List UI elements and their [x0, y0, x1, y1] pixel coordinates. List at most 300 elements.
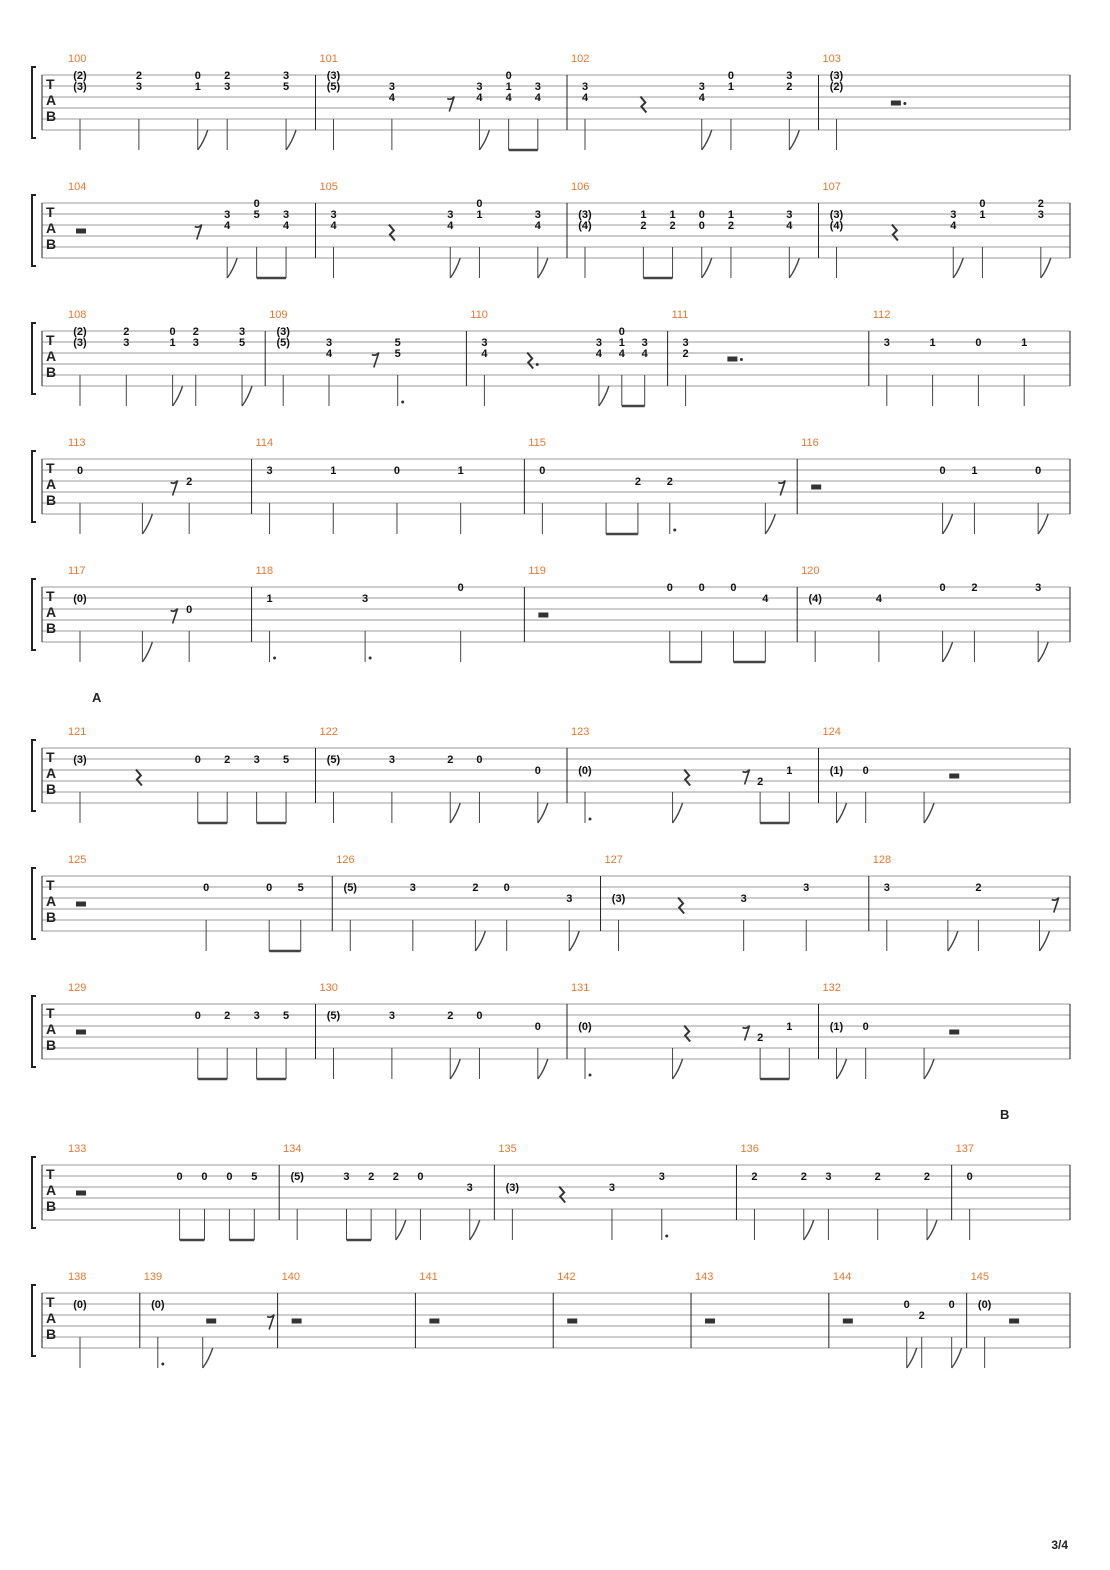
fret-number: 5 [283, 81, 290, 93]
fret-number: (5) [276, 337, 290, 349]
fret-number: 4 [581, 92, 589, 104]
fret-number: 2 [224, 754, 231, 766]
fret-number: 4 [325, 348, 333, 360]
note-dot [161, 1363, 164, 1366]
fret-number: 3 [608, 1182, 616, 1194]
measure-number: 117 [68, 565, 86, 577]
note-dot [273, 657, 276, 660]
fret-number: 2 [727, 220, 734, 232]
fret-number: 4 [224, 220, 231, 232]
fret-number: 3 [883, 337, 890, 349]
fret-number: 0 [698, 220, 705, 232]
tab-clef-letter: B [46, 1198, 57, 1214]
measure-number: 140 [281, 1271, 300, 1283]
measure-number: 129 [68, 982, 87, 994]
tab-clef-letter: B [46, 492, 57, 508]
tab-clef-letter: A [46, 1310, 57, 1326]
tab-clef-letter: T [46, 588, 55, 604]
fret-number: 1 [786, 1021, 793, 1033]
fret-number: (4) [578, 220, 592, 232]
fret-number: 0 [948, 1299, 955, 1311]
measure-number: 130 [319, 982, 338, 994]
page-number: 3/4 [1051, 1538, 1068, 1552]
fret-number: 0 [393, 465, 401, 477]
fret-number: 1 [476, 209, 483, 221]
fret-number: 3 [698, 81, 705, 93]
fret-number: 4 [283, 220, 290, 232]
fret-number: (2) [73, 70, 87, 82]
fret-number: 0 [186, 604, 193, 616]
fret-number: 2 [634, 476, 641, 488]
fret-number: 2 [392, 1171, 399, 1183]
fret-number: (4) [808, 593, 822, 605]
note-flag [943, 642, 953, 662]
measure-number: 126 [336, 854, 355, 866]
measure-number: 125 [68, 854, 87, 866]
fret-number: (5) [326, 81, 341, 93]
fret-number: 0 [862, 1021, 869, 1033]
measure-number: 124 [822, 726, 841, 738]
fret-number: 4 [762, 593, 769, 605]
fret-number: 5 [297, 882, 304, 894]
fret-number: 0 [266, 882, 273, 894]
fret-number: 3 [325, 337, 333, 349]
note-flag [173, 386, 183, 406]
note-flag [673, 1059, 683, 1079]
fret-number: 3 [1037, 209, 1044, 221]
measure-number: 143 [695, 1271, 714, 1283]
fret-number: 0 [203, 882, 210, 894]
tab-clef-letter: B [46, 236, 57, 252]
fret-number: 3 [388, 81, 395, 93]
fret-number: 4 [481, 348, 488, 360]
rest [527, 353, 533, 369]
note-flag [142, 642, 152, 662]
rest [171, 609, 178, 624]
fret-number: 3 [566, 893, 573, 905]
note-flag [789, 258, 799, 278]
note-flag [242, 386, 252, 406]
system-brace [32, 195, 36, 266]
note-flag [450, 258, 460, 278]
fret-number: 0 [201, 1171, 208, 1183]
system-brace [32, 1285, 36, 1356]
rest [76, 229, 86, 234]
fret-number: (3) [578, 209, 592, 221]
system-brace [32, 1157, 36, 1228]
fret-number: 2 [874, 1171, 881, 1183]
fret-number: 5 [394, 337, 401, 349]
fret-number: 0 [457, 582, 464, 594]
fret-number: 1 [727, 209, 734, 221]
section-marker: B [1000, 1107, 1010, 1122]
rest [892, 225, 898, 241]
fret-number: 0 [253, 198, 260, 210]
fret-number: 0 [194, 754, 201, 766]
rest [727, 357, 737, 362]
fret-number: 3 [224, 81, 231, 93]
fret-number: 0 [1035, 465, 1042, 477]
rest [684, 1026, 690, 1042]
fret-number: 1 [169, 337, 176, 349]
system-brace [32, 868, 36, 939]
fret-number: 3 [192, 337, 199, 349]
tab-clef-letter: T [46, 332, 55, 348]
note-flag [1038, 514, 1048, 534]
measure-number: 114 [255, 437, 274, 449]
fret-number: 3 [238, 326, 246, 338]
rest [1052, 898, 1059, 913]
system-brace [32, 996, 36, 1067]
fret-number: 2 [123, 326, 130, 338]
fret-number: 2 [224, 1010, 231, 1022]
fret-number: 1 [1021, 337, 1028, 349]
fret-number: 2 [224, 70, 231, 82]
rest [949, 1030, 959, 1035]
fret-number: 5 [253, 209, 260, 221]
fret-number: 2 [368, 1171, 375, 1183]
measure-number: 112 [872, 309, 891, 321]
note-flag [927, 1220, 937, 1240]
note-flag [765, 514, 775, 534]
fret-number: 3 [253, 754, 260, 766]
fret-number: 3 [135, 81, 142, 93]
fret-number: (3) [829, 70, 844, 82]
rest [743, 770, 750, 785]
fret-number: 0 [534, 1021, 541, 1033]
measure-number: 108 [68, 309, 87, 321]
measure-number: 105 [319, 181, 338, 193]
note-flag [789, 130, 799, 150]
fret-number: 4 [618, 348, 625, 360]
fret-number: 2 [975, 882, 982, 894]
rest [267, 1315, 274, 1330]
note-dot [589, 1074, 592, 1077]
tab-clef-letter: T [46, 1166, 55, 1182]
tab-clef-letter: A [46, 220, 57, 236]
fret-number: 1 [929, 337, 936, 349]
fret-number: 4 [595, 348, 602, 360]
rest [1009, 1319, 1019, 1324]
fret-number: 4 [698, 92, 705, 104]
fret-number: 2 [640, 220, 647, 232]
measure-number: 133 [68, 1143, 87, 1155]
fret-number: 5 [283, 754, 290, 766]
system-brace [32, 579, 36, 650]
fret-number: 4 [476, 92, 483, 104]
fret-number: 3 [803, 882, 810, 894]
note-flag [943, 514, 953, 534]
tab-clef-letter: T [46, 1294, 55, 1310]
note-dot [401, 401, 404, 404]
tab-clef-letter: A [46, 348, 57, 364]
fret-number: (3) [829, 209, 844, 221]
note-flag [198, 130, 208, 150]
fret-number: (1) [829, 1021, 844, 1033]
system-brace [32, 323, 36, 394]
note-flag [702, 258, 712, 278]
rest [76, 1191, 86, 1196]
fret-number: (3) [276, 326, 290, 338]
fret-number: 3 [786, 209, 793, 221]
tab-clef-letter: A [46, 893, 57, 909]
rest [372, 353, 379, 368]
fret-number: 0 [903, 1299, 910, 1311]
rest [136, 770, 142, 786]
tab-clef-letter: A [46, 765, 57, 781]
fret-number: 3 [330, 209, 337, 221]
fret-number: 0 [966, 1171, 973, 1183]
rest [76, 1030, 86, 1035]
fret-number: (5) [290, 1171, 304, 1183]
measure-number: 113 [68, 437, 86, 449]
note-flag [203, 1348, 213, 1368]
fret-number: 3 [950, 209, 957, 221]
fret-number: 3 [343, 1171, 350, 1183]
fret-number: 0 [730, 582, 737, 594]
measure-number: 141 [419, 1271, 438, 1283]
tab-clef-letter: A [46, 1021, 57, 1037]
fret-number: 3 [253, 1010, 260, 1022]
tab-clef-letter: T [46, 76, 55, 92]
system-brace [32, 740, 36, 811]
note-flag [1039, 931, 1049, 951]
rest [559, 1187, 565, 1203]
rest-dot [903, 102, 906, 105]
note-flag [599, 386, 609, 406]
measure-number: 115 [528, 437, 546, 449]
fret-number: 4 [786, 220, 793, 232]
note-flag [924, 1059, 934, 1079]
note-flag [804, 1220, 814, 1240]
tab-clef-letter: A [46, 604, 57, 620]
measure-number: 100 [68, 53, 87, 65]
fret-number: 2 [1037, 198, 1044, 210]
fret-number: 0 [417, 1171, 424, 1183]
tab-clef-letter: B [46, 620, 57, 636]
fret-number: 2 [135, 70, 142, 82]
section-marker: A [92, 690, 102, 705]
tab-clef-letter: A [46, 1182, 57, 1198]
fret-number: (0) [151, 1299, 165, 1311]
fret-number: (0) [73, 1299, 87, 1311]
note-flag [837, 803, 847, 823]
measure-number: 132 [822, 982, 841, 994]
fret-number: 0 [476, 1010, 483, 1022]
measure-number: 128 [872, 854, 892, 866]
measure-number: 139 [143, 1271, 163, 1283]
fret-number: 5 [238, 337, 246, 349]
fret-number: 3 [447, 209, 454, 221]
fret-number: 0 [226, 1171, 233, 1183]
measure-number: 102 [571, 53, 590, 65]
measure-number: 131 [571, 982, 590, 994]
fret-number: (0) [578, 1021, 592, 1033]
measure-number: 122 [319, 726, 338, 738]
fret-number: 3 [641, 337, 648, 349]
fret-number: 0 [194, 1010, 201, 1022]
system-brace [32, 67, 36, 138]
fret-number: 0 [76, 465, 84, 477]
rest [684, 770, 690, 786]
tab-clef-letter: T [46, 460, 55, 476]
rest [567, 1319, 577, 1324]
rest [743, 1026, 750, 1041]
fret-number: 4 [534, 220, 541, 232]
fret-number: 2 [786, 81, 793, 93]
note-flag [538, 1059, 548, 1079]
fret-number: 1 [979, 209, 986, 221]
fret-number: 3 [362, 593, 369, 605]
tab-clef-letter: A [46, 476, 57, 492]
note-flag [538, 803, 548, 823]
fret-number: 0 [939, 465, 946, 477]
fret-number: 3 [581, 81, 589, 93]
note-dot [589, 818, 592, 821]
fret-number: 0 [666, 582, 673, 594]
tab-clef-letter: A [46, 92, 57, 108]
fret-number: 2 [447, 754, 454, 766]
rest [389, 225, 395, 241]
fret-number: 3 [595, 337, 602, 349]
fret-number: 0 [505, 70, 512, 82]
fret-number: (2) [73, 326, 87, 338]
note-flag [396, 1220, 406, 1240]
rest [195, 225, 202, 240]
fret-number: (5) [326, 754, 341, 766]
rest [429, 1319, 439, 1324]
note-flag [286, 130, 296, 150]
fret-number: 0 [476, 754, 483, 766]
measure-number: 134 [283, 1143, 302, 1155]
fret-number: 3 [481, 337, 488, 349]
fret-number: 3 [123, 337, 130, 349]
note-flag [952, 1348, 962, 1368]
fret-number: 2 [923, 1171, 931, 1183]
rest [678, 898, 684, 914]
fret-number: 4 [388, 92, 395, 104]
tab-clef-letter: B [46, 1037, 57, 1053]
note-flag [702, 130, 712, 150]
note-flag [479, 130, 489, 150]
measure-number: 104 [68, 181, 87, 193]
fret-number: (0) [578, 765, 592, 777]
fret-number: (5) [343, 882, 357, 894]
fret-number: 3 [409, 882, 416, 894]
fret-number: 4 [641, 348, 648, 360]
note-dot [369, 657, 372, 660]
measure-number: 101 [319, 53, 338, 65]
measure-number: 103 [822, 53, 841, 65]
fret-number: 0 [169, 326, 176, 338]
fret-number: 1 [669, 209, 676, 221]
measure-number: 116 [801, 437, 819, 449]
measure-number: 145 [970, 1271, 990, 1283]
measure-number: 120 [801, 565, 820, 577]
fret-number: 5 [283, 1010, 290, 1022]
measure-number: 136 [740, 1143, 759, 1155]
fret-number: (4) [829, 220, 844, 232]
note-flag [907, 1348, 917, 1368]
fret-number: 3 [266, 465, 273, 477]
fret-number: 3 [224, 209, 231, 221]
note-flag [450, 1059, 460, 1079]
fret-number: 3 [388, 1010, 395, 1022]
measure-number: 118 [255, 565, 274, 577]
rest [843, 1319, 853, 1324]
measure-number: 123 [571, 726, 590, 738]
fret-number: 3 [283, 70, 290, 82]
fret-number: 3 [883, 882, 890, 894]
tab-clef-letter: T [46, 1005, 55, 1021]
fret-number: 3 [466, 1182, 473, 1194]
fret-number: 2 [472, 882, 479, 894]
fret-number: 1 [618, 337, 625, 349]
tab-clef-letter: T [46, 749, 55, 765]
note-flag [924, 803, 934, 823]
tab-clef-letter: B [46, 1326, 57, 1342]
fret-number: 4 [534, 92, 541, 104]
measure-number: 106 [571, 181, 590, 193]
fret-number: 5 [251, 1171, 258, 1183]
fret-number: 0 [539, 465, 546, 477]
fret-number: (5) [326, 1010, 341, 1022]
fret-number: 0 [503, 882, 510, 894]
fret-number: 2 [682, 348, 689, 360]
tab-clef-letter: T [46, 204, 55, 220]
note-flag [470, 1220, 480, 1240]
measure-number: 109 [269, 309, 288, 321]
measure-number: 142 [557, 1271, 576, 1283]
tab-clef-letter: B [46, 364, 57, 380]
fret-number: 1 [786, 765, 793, 777]
measure-number: 144 [832, 1271, 852, 1283]
fret-number: (1) [829, 765, 844, 777]
measure-number: 110 [470, 309, 488, 321]
fret-number: 3 [740, 893, 747, 905]
measure-number: 111 [671, 309, 689, 321]
rest [778, 481, 785, 496]
fret-number: 0 [975, 337, 982, 349]
fret-number: 2 [800, 1171, 807, 1183]
fret-number: 3 [476, 81, 483, 93]
note-flag [1041, 258, 1051, 278]
fret-number: 5 [394, 348, 401, 360]
fret-number: 1 [971, 465, 978, 477]
fret-number: 2 [757, 776, 764, 788]
fret-number: (3) [326, 70, 341, 82]
note-flag [450, 803, 460, 823]
rest [949, 774, 959, 779]
fret-number: 1 [505, 81, 512, 93]
note-flag [475, 931, 485, 951]
fret-number: 2 [918, 1310, 925, 1322]
system-brace [32, 451, 36, 522]
fret-number: 3 [825, 1171, 832, 1183]
fret-number: 1 [330, 465, 337, 477]
fret-number: 3 [534, 81, 541, 93]
fret-number: 2 [751, 1171, 758, 1183]
rest-dot [536, 363, 539, 366]
tab-clef-letter: T [46, 877, 55, 893]
fret-number: (3) [505, 1182, 520, 1194]
fret-number: (3) [73, 81, 87, 93]
rest [811, 485, 821, 490]
fret-number: 0 [698, 209, 705, 221]
measure-number: 121 [68, 726, 87, 738]
fret-number: 3 [388, 754, 395, 766]
fret-number: 0 [534, 765, 541, 777]
